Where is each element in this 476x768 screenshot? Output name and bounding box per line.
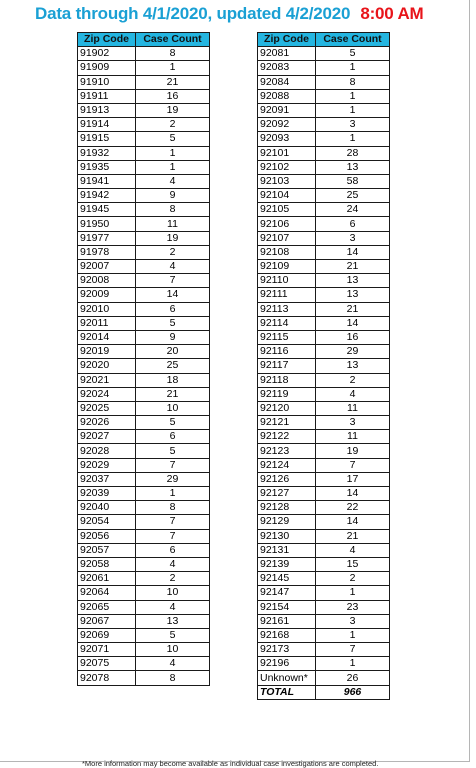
- zip-code-cell: 92008: [78, 274, 136, 288]
- case-count-cell: 15: [316, 557, 390, 571]
- zip-code-cell: 92113: [258, 302, 316, 316]
- case-count-cell: 14: [316, 245, 390, 259]
- case-count-cell: 14: [316, 316, 390, 330]
- table-row: [258, 203, 390, 217]
- table-row: [258, 260, 390, 274]
- zip-code-cell: 92088: [258, 89, 316, 103]
- case-count-cell: 1: [316, 61, 390, 75]
- total-label: TOTAL: [258, 685, 316, 699]
- case-count-cell: 1: [316, 657, 390, 671]
- case-count-cell: 2: [316, 572, 390, 586]
- zip-code-cell: 92027: [78, 430, 136, 444]
- case-table-right: [257, 32, 390, 700]
- zip-code-cell: Unknown*: [258, 671, 316, 685]
- table-row: [78, 572, 210, 586]
- case-count-cell: 6: [316, 217, 390, 231]
- table-row: [78, 359, 210, 373]
- table-row: [258, 643, 390, 657]
- zip-code-cell: 92168: [258, 628, 316, 642]
- zip-code-cell: 91942: [78, 189, 136, 203]
- case-count-cell: 13: [136, 614, 210, 628]
- table-row: [78, 132, 210, 146]
- case-count-cell: 7: [316, 458, 390, 472]
- case-count-cell: 1: [316, 628, 390, 642]
- case-count-cell: 2: [316, 373, 390, 387]
- zip-code-cell: 92147: [258, 586, 316, 600]
- zip-code-cell: 91909: [78, 61, 136, 75]
- zip-code-cell: 92093: [258, 132, 316, 146]
- case-count-cell: 20: [136, 345, 210, 359]
- case-count-header: Case Count: [316, 33, 390, 47]
- zip-code-cell: 92084: [258, 75, 316, 89]
- table-row: [258, 401, 390, 415]
- zip-code-cell: 92111: [258, 288, 316, 302]
- table-row: [258, 557, 390, 571]
- zip-code-cell: 92114: [258, 316, 316, 330]
- table-row: [78, 557, 210, 571]
- table-row: [258, 515, 390, 529]
- table-row: [258, 416, 390, 430]
- zip-code-cell: 92121: [258, 416, 316, 430]
- zip-code-cell: 92007: [78, 260, 136, 274]
- zip-code-cell: 92024: [78, 387, 136, 401]
- case-count-cell: 7: [136, 529, 210, 543]
- case-count-cell: 14: [136, 288, 210, 302]
- zip-code-cell: 92061: [78, 572, 136, 586]
- case-count-cell: 19: [316, 444, 390, 458]
- table-row: [78, 515, 210, 529]
- zip-code-cell: 91913: [78, 103, 136, 117]
- zip-code-cell: 92078: [78, 671, 136, 685]
- case-count-cell: 1: [136, 160, 210, 174]
- case-count-cell: 26: [316, 671, 390, 685]
- case-count-cell: 58: [316, 174, 390, 188]
- case-count-cell: 10: [136, 586, 210, 600]
- table-row: [258, 75, 390, 89]
- case-count-cell: 28: [316, 146, 390, 160]
- case-count-cell: 19: [136, 231, 210, 245]
- table-row: [78, 217, 210, 231]
- table-row: [78, 416, 210, 430]
- case-count-cell: 17: [316, 472, 390, 486]
- table-row: [78, 302, 210, 316]
- zip-code-cell: 92120: [258, 401, 316, 415]
- case-count-cell: 6: [136, 430, 210, 444]
- zip-code-cell: 92145: [258, 572, 316, 586]
- case-count-header: Case Count: [136, 33, 210, 47]
- zip-code-cell: 92057: [78, 543, 136, 557]
- zip-code-cell: 92058: [78, 557, 136, 571]
- zip-code-cell: 92128: [258, 501, 316, 515]
- table-row: [78, 458, 210, 472]
- table-row: [258, 61, 390, 75]
- zip-code-cell: 92117: [258, 359, 316, 373]
- zip-code-cell: 92056: [78, 529, 136, 543]
- zip-code-cell: 91915: [78, 132, 136, 146]
- case-count-cell: 11: [136, 217, 210, 231]
- table-row: [258, 614, 390, 628]
- case-count-cell: 7: [316, 643, 390, 657]
- table-row: [78, 529, 210, 543]
- zip-code-cell: 92067: [78, 614, 136, 628]
- table-row: [78, 444, 210, 458]
- table-row: [258, 586, 390, 600]
- table-row: [258, 458, 390, 472]
- table-row: [258, 444, 390, 458]
- page-heading: [35, 4, 423, 24]
- case-count-cell: 2: [136, 118, 210, 132]
- table-row: [258, 118, 390, 132]
- table-row: [258, 245, 390, 259]
- table-body-right: [258, 47, 390, 685]
- table-row: [78, 103, 210, 117]
- table-row: [258, 657, 390, 671]
- heading-text: Data through 4/1/2020, updated 4/2/2020: [35, 4, 351, 23]
- zip-code-cell: 92101: [258, 146, 316, 160]
- zip-code-cell: 92105: [258, 203, 316, 217]
- zip-code-cell: 92154: [258, 600, 316, 614]
- table-row: [78, 430, 210, 444]
- case-count-cell: 8: [136, 203, 210, 217]
- zip-code-cell: 92065: [78, 600, 136, 614]
- case-count-cell: 10: [136, 643, 210, 657]
- case-count-cell: 1: [316, 103, 390, 117]
- table-row: [258, 103, 390, 117]
- table-row: [258, 160, 390, 174]
- zip-code-cell: 92102: [258, 160, 316, 174]
- table-row: [78, 345, 210, 359]
- table-row: [78, 47, 210, 61]
- table-row: [258, 146, 390, 160]
- table-body-left: [78, 47, 210, 685]
- table-row: [78, 118, 210, 132]
- case-count-cell: 25: [316, 189, 390, 203]
- zip-code-header: Zip Code: [258, 33, 316, 47]
- zip-code-cell: 92029: [78, 458, 136, 472]
- zip-code-cell: 92107: [258, 231, 316, 245]
- table-row: [258, 345, 390, 359]
- case-count-cell: 11: [316, 401, 390, 415]
- table-row: [258, 217, 390, 231]
- case-count-cell: 1: [136, 61, 210, 75]
- zip-code-cell: 92075: [78, 657, 136, 671]
- table-row: [78, 657, 210, 671]
- zip-code-cell: 92123: [258, 444, 316, 458]
- case-count-cell: 21: [316, 260, 390, 274]
- case-count-cell: 8: [316, 75, 390, 89]
- zip-code-cell: 92129: [258, 515, 316, 529]
- zip-code-cell: 92083: [258, 61, 316, 75]
- case-count-cell: 19: [136, 103, 210, 117]
- table-row: [78, 586, 210, 600]
- zip-code-cell: 92110: [258, 274, 316, 288]
- case-count-cell: 23: [316, 600, 390, 614]
- table-row: [258, 501, 390, 515]
- table-row: [78, 260, 210, 274]
- case-count-cell: 29: [136, 472, 210, 486]
- case-count-cell: 18: [136, 373, 210, 387]
- table-row: [78, 174, 210, 188]
- case-count-cell: 16: [136, 89, 210, 103]
- zip-code-cell: 91911: [78, 89, 136, 103]
- table-row: [258, 89, 390, 103]
- table-row: [78, 401, 210, 415]
- case-count-cell: 4: [136, 260, 210, 274]
- table-row: [258, 174, 390, 188]
- case-count-cell: 8: [136, 47, 210, 61]
- zip-code-cell: 92127: [258, 487, 316, 501]
- table-row: [258, 132, 390, 146]
- case-count-cell: 8: [136, 671, 210, 685]
- zip-code-cell: 92014: [78, 330, 136, 344]
- zip-code-cell: 92025: [78, 401, 136, 415]
- table-row: [258, 671, 390, 685]
- table-row: [258, 628, 390, 642]
- case-count-cell: 5: [136, 444, 210, 458]
- case-count-cell: 5: [136, 416, 210, 430]
- zip-code-cell: 91945: [78, 203, 136, 217]
- case-count-cell: 14: [316, 487, 390, 501]
- case-count-cell: 13: [316, 288, 390, 302]
- zip-code-cell: 91902: [78, 47, 136, 61]
- table-row: [258, 288, 390, 302]
- table-row: [78, 203, 210, 217]
- table-row: [78, 316, 210, 330]
- zip-code-cell: 92118: [258, 373, 316, 387]
- table-row: [78, 61, 210, 75]
- case-count-cell: 5: [136, 316, 210, 330]
- case-count-cell: 4: [136, 557, 210, 571]
- zip-code-cell: 92064: [78, 586, 136, 600]
- case-count-cell: 9: [136, 189, 210, 203]
- zip-code-cell: 92104: [258, 189, 316, 203]
- table-row: [258, 231, 390, 245]
- zip-code-cell: 92019: [78, 345, 136, 359]
- case-count-cell: 21: [136, 387, 210, 401]
- case-count-cell: 4: [316, 543, 390, 557]
- zip-code-cell: 92071: [78, 643, 136, 657]
- zip-code-cell: 92039: [78, 487, 136, 501]
- table-row: [78, 600, 210, 614]
- zip-code-cell: 92119: [258, 387, 316, 401]
- case-count-cell: 13: [316, 274, 390, 288]
- case-count-cell: 13: [316, 160, 390, 174]
- case-count-cell: 11: [316, 430, 390, 444]
- case-count-cell: 3: [316, 231, 390, 245]
- case-count-cell: 24: [316, 203, 390, 217]
- case-count-cell: 7: [136, 515, 210, 529]
- zip-code-cell: 91950: [78, 217, 136, 231]
- zip-code-cell: 92081: [258, 47, 316, 61]
- case-count-cell: 29: [316, 345, 390, 359]
- zip-code-cell: 91935: [78, 160, 136, 174]
- zip-code-cell: 92108: [258, 245, 316, 259]
- zip-code-cell: 92115: [258, 330, 316, 344]
- zip-code-cell: 92173: [258, 643, 316, 657]
- table-row: [78, 487, 210, 501]
- case-count-cell: 3: [316, 416, 390, 430]
- case-count-cell: 1: [316, 89, 390, 103]
- header-row: [78, 33, 210, 47]
- zip-code-cell: 92122: [258, 430, 316, 444]
- zip-code-cell: 91910: [78, 75, 136, 89]
- case-count-cell: 21: [136, 75, 210, 89]
- table-row: [78, 614, 210, 628]
- table-row: [258, 487, 390, 501]
- table-row: [78, 288, 210, 302]
- table-row: [258, 529, 390, 543]
- case-count-cell: 5: [316, 47, 390, 61]
- table-row: [258, 543, 390, 557]
- case-count-cell: 21: [316, 302, 390, 316]
- case-count-cell: 4: [136, 174, 210, 188]
- table-row: [78, 543, 210, 557]
- table-row: [78, 274, 210, 288]
- case-count-cell: 21: [316, 529, 390, 543]
- table-row: [258, 472, 390, 486]
- table-row: [78, 501, 210, 515]
- table-row: [78, 189, 210, 203]
- case-count-cell: 9: [136, 330, 210, 344]
- zip-code-cell: 91941: [78, 174, 136, 188]
- table-row: [258, 189, 390, 203]
- table-row: [258, 316, 390, 330]
- case-count-cell: 4: [136, 600, 210, 614]
- table-row: [78, 628, 210, 642]
- table-row: [78, 160, 210, 174]
- case-count-cell: 16: [316, 330, 390, 344]
- zip-code-cell: 92009: [78, 288, 136, 302]
- table-row: [258, 274, 390, 288]
- case-count-cell: 6: [136, 543, 210, 557]
- zip-code-cell: 92109: [258, 260, 316, 274]
- table-row: [78, 671, 210, 685]
- table-row: [78, 245, 210, 259]
- zip-code-cell: 92011: [78, 316, 136, 330]
- header-row: [258, 33, 390, 47]
- case-count-cell: 7: [136, 274, 210, 288]
- case-count-cell: 4: [136, 657, 210, 671]
- table-row: [258, 430, 390, 444]
- zip-code-cell: 92161: [258, 614, 316, 628]
- zip-code-cell: 92131: [258, 543, 316, 557]
- table-row: [258, 387, 390, 401]
- case-count-cell: 5: [136, 132, 210, 146]
- table-row: [258, 359, 390, 373]
- case-count-cell: 14: [316, 515, 390, 529]
- case-count-cell: 3: [316, 118, 390, 132]
- zip-code-cell: 91977: [78, 231, 136, 245]
- case-count-cell: 1: [316, 132, 390, 146]
- footnote: *More information may become available as individual case investigations are completed.: [82, 759, 379, 768]
- total-value: 966: [316, 685, 390, 699]
- table-row: [78, 89, 210, 103]
- zip-code-cell: 92116: [258, 345, 316, 359]
- zip-code-cell: 92106: [258, 217, 316, 231]
- zip-code-cell: 91978: [78, 245, 136, 259]
- total-row: [258, 685, 390, 699]
- table-row: [258, 302, 390, 316]
- case-count-cell: 4: [316, 387, 390, 401]
- zip-code-cell: 92054: [78, 515, 136, 529]
- table-row: [78, 330, 210, 344]
- heading-time: 8:00 AM: [360, 4, 424, 23]
- zip-code-cell: 92037: [78, 472, 136, 486]
- table-row: [258, 330, 390, 344]
- zip-code-cell: 91932: [78, 146, 136, 160]
- table-row: [78, 472, 210, 486]
- zip-code-cell: 92020: [78, 359, 136, 373]
- table-row: [258, 572, 390, 586]
- table-row: [78, 231, 210, 245]
- zip-code-cell: 92040: [78, 501, 136, 515]
- case-count-cell: 1: [316, 586, 390, 600]
- table-row: [258, 373, 390, 387]
- zip-code-cell: 92139: [258, 557, 316, 571]
- zip-code-cell: 91914: [78, 118, 136, 132]
- zip-code-header: Zip Code: [78, 33, 136, 47]
- table-row: [78, 146, 210, 160]
- zip-code-cell: 92124: [258, 458, 316, 472]
- zip-code-cell: 92028: [78, 444, 136, 458]
- table-row: [258, 600, 390, 614]
- zip-code-cell: 92026: [78, 416, 136, 430]
- zip-code-cell: 92196: [258, 657, 316, 671]
- zip-code-cell: 92021: [78, 373, 136, 387]
- case-count-cell: 5: [136, 628, 210, 642]
- case-count-cell: 2: [136, 572, 210, 586]
- case-table-left: [77, 32, 210, 686]
- case-count-cell: 13: [316, 359, 390, 373]
- case-count-cell: 8: [136, 501, 210, 515]
- case-count-cell: 25: [136, 359, 210, 373]
- case-count-cell: 3: [316, 614, 390, 628]
- zip-code-cell: 92092: [258, 118, 316, 132]
- table-row: [78, 373, 210, 387]
- table-row: [78, 387, 210, 401]
- table-row: [258, 47, 390, 61]
- table-row: [78, 643, 210, 657]
- case-count-cell: 2: [136, 245, 210, 259]
- case-count-cell: 22: [316, 501, 390, 515]
- case-count-cell: 1: [136, 487, 210, 501]
- zip-code-cell: 92103: [258, 174, 316, 188]
- case-count-cell: 10: [136, 401, 210, 415]
- case-count-cell: 6: [136, 302, 210, 316]
- zip-code-cell: 92069: [78, 628, 136, 642]
- zip-code-cell: 92126: [258, 472, 316, 486]
- zip-code-cell: 92091: [258, 103, 316, 117]
- case-count-cell: 1: [136, 146, 210, 160]
- case-count-cell: 7: [136, 458, 210, 472]
- table-row: [78, 75, 210, 89]
- zip-code-cell: 92130: [258, 529, 316, 543]
- zip-code-cell: 92010: [78, 302, 136, 316]
